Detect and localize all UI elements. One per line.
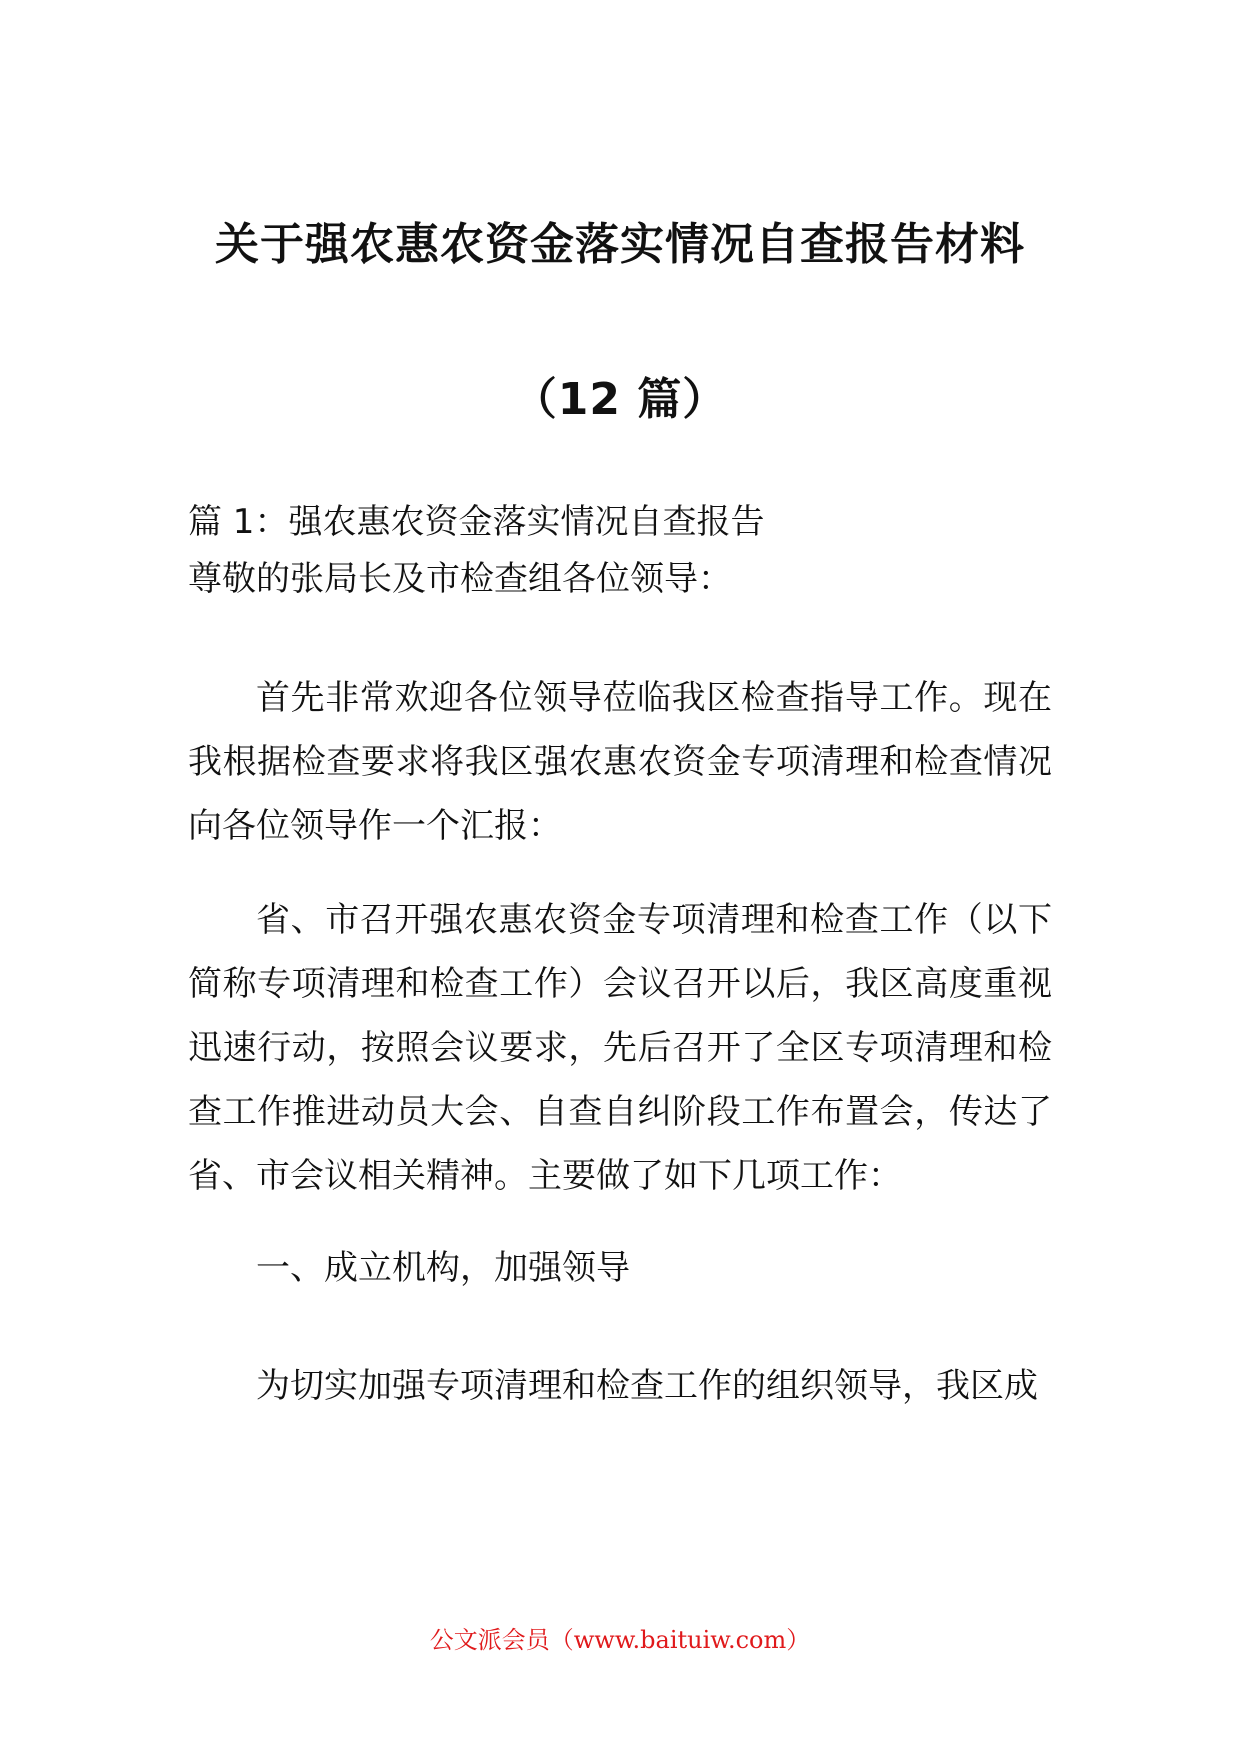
section-heading: 篇 1：强农惠农资金落实情况自查报告 — [188, 502, 765, 542]
salutation: 尊敬的张局长及市检查组各位领导： — [188, 559, 732, 599]
footer-watermark: 公文派会员（www.baituiw.com） — [429, 1626, 811, 1654]
paragraph-organization-start: 为切实加强专项清理和检查工作的组织领导，我区成 — [256, 1366, 1038, 1406]
document-title-count: （12 篇） — [512, 374, 728, 425]
document-title: 关于强农惠农资金落实情况自查报告材料 — [215, 219, 1025, 270]
paragraph-work-summary: 省、市召开强农惠农资金专项清理和检查工作（以下简称专项清理和检查工作）会议召开以后，我区高度重视迅速行动，按照会议要求，先后召开了全区专项清理和检查工作推进动员大会、自查自纠阶段工作布置会，传达了省、市会议相关精神。主要做了如下几项工作： — [188, 900, 1052, 1196]
subheading-establish-organization: 一、成立机构，加强领导 — [256, 1248, 630, 1288]
paragraph-intro: 首先非常欢迎各位领导莅临我区检查指导工作。现在我根据检查要求将我区强农惠农资金专项清理和检查情况向各位领导作一个汇报： — [188, 678, 1052, 846]
